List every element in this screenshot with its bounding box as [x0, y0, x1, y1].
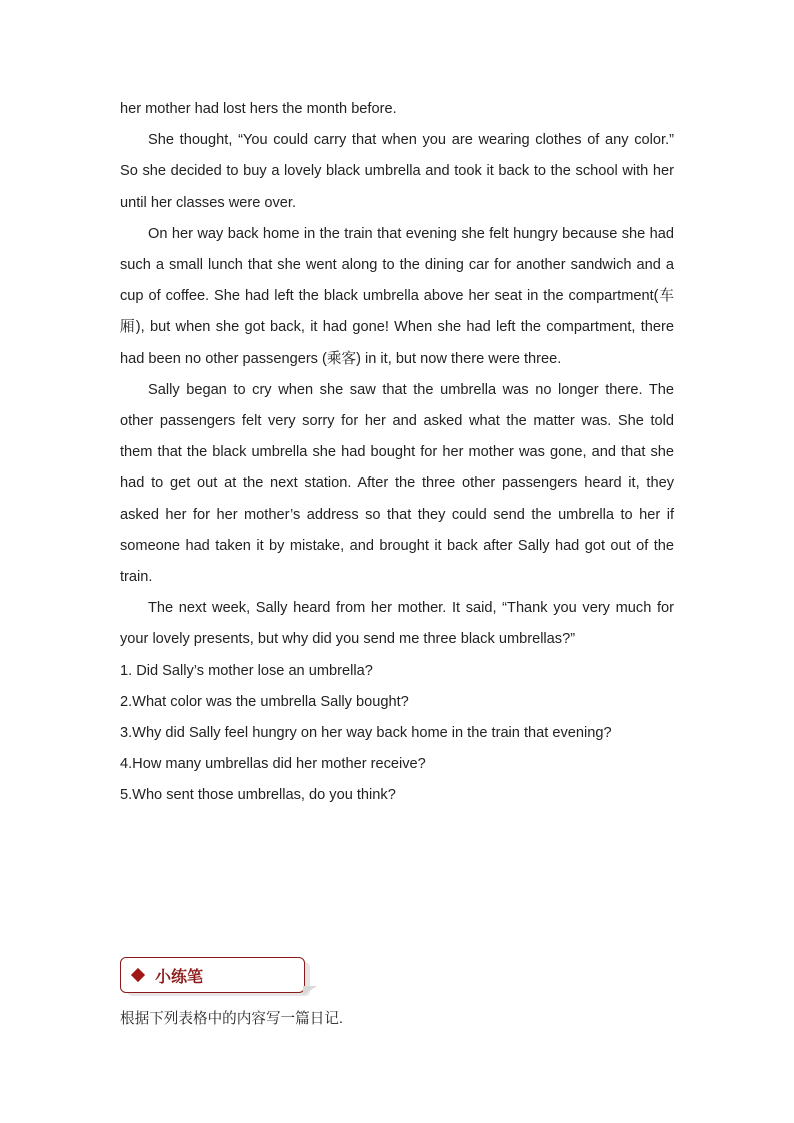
- passage-paragraph: her mother had lost hers the month before.: [120, 101, 397, 117]
- section-title: 小练笔: [155, 966, 204, 986]
- question-item: 3.Why did Sally feel hungry on her way back home in the train that evening?: [120, 725, 612, 742]
- passage-paragraph: She thought, “You could carry that when you are wearing clothes of any color.” So she decided to buy a lovely black umbrella and took it back to the school with her until her classes were over.: [120, 132, 674, 211]
- writing-instruction: 根据下列表格中的内容写一篇日记.: [120, 1011, 343, 1027]
- question-item: 5.Who sent those umbrellas, do you think?: [120, 787, 396, 804]
- section-corner-decoration: [303, 986, 317, 995]
- question-item: 1. Did Sally’s mother lose an umbrella?: [120, 662, 373, 679]
- passage-paragraph: On her way back home in the train that evening she felt hungry because she had such a small lunch that she went along to the dining car for another sandwich and a cup of coffee. She had left the black umbrella above her seat in the compartment(车厢), but when she got back, it had gone! When she had left the compartment, there had been no other passengers (乘客) in it, but now there were three.: [120, 225, 674, 367]
- reading-passage: [120, 94, 674, 812]
- question-item: 4.How many umbrellas did her mother receive?: [120, 756, 426, 773]
- passage-paragraph: Sally began to cry when she saw that the umbrella was no longer there. The other passengers felt very sorry for her and asked what the matter was. She told them that the black umbrella she had bought for her mother was gone, and that she had to get out at the next station. After the three other passengers heard it, they asked her for her mother’s address so that they could send the umbrella to her if someone had taken it by mistake, and brought it back after Sally had got out of the train.: [120, 381, 674, 586]
- diamond-icon: [131, 968, 145, 982]
- passage-paragraph: The next week, Sally heard from her mother. It said, “Thank you very much for your lovely presents, but why did you send me three black umbrellas?”: [120, 600, 674, 648]
- section-header: [120, 957, 305, 993]
- question-item: 2.What color was the umbrella Sally bought?: [120, 693, 409, 710]
